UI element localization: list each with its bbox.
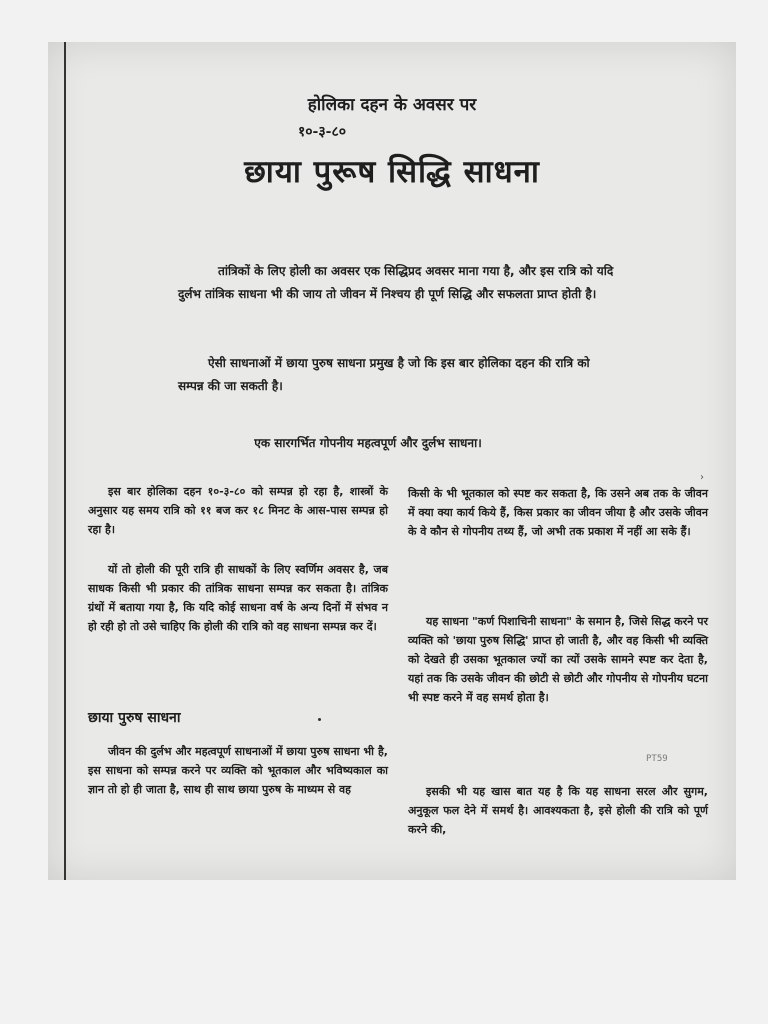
scanned-page [48, 42, 736, 880]
intro-paragraph-2: ऐसी साधनाओं में छाया पुरुष साधना प्रमुख है जो कि इस बार होलिका दहन की रात्रि को सम्पन्न की जा सकती है। [178, 356, 590, 393]
page-code: PT59 [646, 754, 668, 764]
occasion-heading: होलिका दहन के अवसर पर [307, 95, 477, 115]
right-paragraph-3: इसकी भी यह खास बात यह है कि यह साधना सरल और सुगम, अनुकूल फल देने में समर्थ है। आवश्यकता है, इसे होली की रात्रि को पूर्ण करने की, [408, 785, 708, 836]
left-paragraph-2: यों तो होली की पूरी रात्रि ही साधकों के लिए स्वर्णिम अवसर है, जब साधक किसी भी प्रकार की तांत्रिक साधना सम्पन्न कर सकता है। तांत्रिक ग्रंथों में बताया गया है, कि यदि कोई साधना वर्ष के अन्य दिनों में संभव न हो रही हो तो उसे चाहिए कि होली की रात्रि को वह साधना सम्पन्न कर दें। [88, 563, 388, 633]
intro-tagline: एक सारगर्भित गोपनीय महत्वपूर्ण और दुर्लभ साधना। [254, 436, 482, 450]
section-heading: छाया पुरुष साधना [88, 710, 181, 726]
date-heading: १०-३-८० [297, 124, 347, 140]
left-paragraph-1: इस बार होलिका दहन १०-३-८० को सम्पन्न हो रहा है, शास्त्रों के अनुसार यह समय रात्रि को ११ बज कर १८ मिनट के आस-पास सम्पन्न हो रहा है। [88, 485, 388, 536]
right-paragraph-1: किसी के भी भूतकाल को स्पष्ट कर सकता है, कि उसने अब तक के जीवन में क्या क्या कार्य किये हैं, किस प्रकार का जीवन जीया है और उसके जीवन के वे कौन से गोपनीय तथ्य हैं, जो अभी तक प्रकाश में नहीं आ सके हैं। [408, 487, 708, 538]
margin-mark: › [700, 472, 704, 483]
article-title: छाया पुरूष सिद्धि साधना [244, 154, 540, 190]
right-paragraph-2: यह साधना "कर्ण पिशाचिनी साधना" के समान है, जिसे सिद्ध करने पर व्यक्ति को 'छाया पुरुष सिद्धि' प्राप्त हो जाती है, और वह किसी भी व्यक्ति को देखते ही उसका भूतकाल ज्यों का त्यों उसके सामने स्पष्ट कर देता है, यहां तक कि उसके जीवन की छोटी से छोटी और गोपनीय से गोपनीय घटना भी स्पष्ट करने में वह समर्थ होता है। [408, 615, 708, 704]
intro-paragraph-1: तांत्रिकों के लिए होली का अवसर एक सिद्धिप्रद अवसर माना गया है, और इस रात्रि को यदि दुर्लभ तांत्रिक साधना भी की जाय तो जीवन में निश्चय ही पूर्ण सिद्धि और सफलता प्राप्त होती है। [178, 264, 614, 301]
left-paragraph-3: जीवन की दुर्लभ और महत्वपूर्ण साधनाओं में छाया पुरुष साधना भी है, इस साधना को सम्पन्न करने पर व्यक्ति को भूतकाल और भविष्यकाल का ज्ञान तो हो ही जाता है, साथ ही साथ छाया पुरुष के माध्यम से वह [88, 745, 388, 796]
decorative-dot [318, 718, 321, 721]
